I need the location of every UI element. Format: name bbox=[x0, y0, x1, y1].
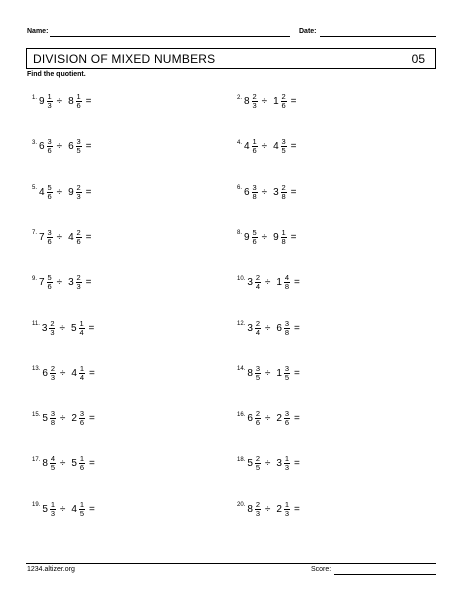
whole-number: 4 bbox=[68, 231, 74, 243]
denominator: 6 bbox=[76, 101, 81, 110]
denominator: 8 bbox=[281, 191, 286, 201]
whole-number: 3 bbox=[247, 322, 253, 334]
problem-item bbox=[237, 410, 300, 427]
division-sign: ÷ bbox=[59, 413, 66, 425]
denominator: 4 bbox=[79, 372, 85, 382]
whole-number: 1 bbox=[273, 96, 279, 107]
numerator: 2 bbox=[281, 92, 286, 101]
problem-number: 7. bbox=[32, 230, 38, 237]
fraction bbox=[284, 274, 290, 291]
whole-number: 3 bbox=[273, 186, 279, 198]
fraction bbox=[47, 93, 53, 110]
fraction bbox=[252, 184, 258, 201]
whole-number: 4 bbox=[71, 367, 77, 379]
numerator: 2 bbox=[255, 409, 260, 419]
numerator: 1 bbox=[79, 499, 85, 509]
numerator: 1 bbox=[79, 318, 84, 328]
division-sign: ÷ bbox=[264, 458, 271, 470]
fraction bbox=[47, 274, 53, 291]
fraction bbox=[252, 93, 258, 110]
division-sign: ÷ bbox=[264, 277, 271, 289]
numerator: 4 bbox=[50, 454, 55, 464]
whole-number: 1 bbox=[276, 367, 282, 379]
division-sign: ÷ bbox=[59, 503, 66, 515]
name-label: Name: bbox=[27, 28, 49, 35]
fraction bbox=[281, 138, 287, 155]
whole-number: 9 bbox=[68, 186, 74, 198]
denominator: 3 bbox=[284, 508, 290, 518]
division-sign: ÷ bbox=[261, 186, 268, 198]
problem-number: 15. bbox=[32, 411, 41, 418]
division-sign: ÷ bbox=[264, 413, 271, 425]
numerator: 1 bbox=[76, 92, 81, 101]
whole-number: 8 bbox=[244, 96, 250, 107]
whole-number: 8 bbox=[68, 96, 74, 107]
equals-sign: = bbox=[85, 186, 92, 198]
division-sign: ÷ bbox=[264, 503, 271, 515]
problem-item bbox=[32, 93, 91, 110]
division-sign: ÷ bbox=[59, 322, 65, 334]
division-sign: ÷ bbox=[56, 231, 63, 243]
whole-number: 5 bbox=[247, 458, 253, 470]
denominator: 5 bbox=[284, 372, 290, 382]
division-sign: ÷ bbox=[56, 96, 63, 107]
numerator: 3 bbox=[284, 318, 290, 328]
problem-item bbox=[32, 410, 95, 427]
fraction bbox=[255, 410, 261, 427]
whole-number: 4 bbox=[71, 503, 77, 515]
numerator: 5 bbox=[47, 182, 52, 192]
numerator: 2 bbox=[255, 318, 260, 328]
worksheet-number: 05 bbox=[411, 52, 425, 66]
problem-item bbox=[32, 138, 91, 155]
whole-number: 3 bbox=[68, 277, 74, 289]
numerator: 3 bbox=[47, 227, 52, 237]
numerator: 3 bbox=[47, 137, 52, 147]
denominator: 3 bbox=[50, 372, 55, 382]
fraction bbox=[79, 501, 85, 518]
numerator: 5 bbox=[252, 227, 257, 237]
problem-number: 3. bbox=[32, 139, 38, 146]
fraction bbox=[79, 365, 85, 382]
denominator: 8 bbox=[284, 327, 290, 337]
denominator: 6 bbox=[255, 418, 260, 428]
score-label: Score: bbox=[311, 566, 332, 573]
fraction bbox=[284, 501, 290, 518]
numerator: 1 bbox=[281, 227, 286, 237]
numerator: 3 bbox=[281, 137, 286, 147]
denominator: 6 bbox=[47, 236, 52, 246]
fraction bbox=[47, 229, 53, 246]
denominator: 5 bbox=[255, 463, 260, 473]
equals-sign: = bbox=[290, 231, 297, 243]
problem-number: 11. bbox=[32, 321, 40, 327]
worksheet-title: DIVISION OF MIXED NUMBERS bbox=[33, 52, 216, 66]
fraction bbox=[50, 501, 56, 518]
denominator: 6 bbox=[79, 463, 85, 473]
date-line bbox=[320, 36, 436, 37]
whole-number: 2 bbox=[276, 503, 282, 515]
problem-number: 20. bbox=[237, 502, 246, 509]
whole-number: 4 bbox=[273, 141, 279, 153]
whole-number: 3 bbox=[276, 458, 282, 470]
denominator: 5 bbox=[255, 372, 260, 382]
problem-item bbox=[32, 184, 91, 201]
denominator: 3 bbox=[255, 508, 260, 518]
whole-number: 1 bbox=[276, 277, 282, 289]
problem-number: 4. bbox=[237, 139, 243, 146]
whole-number: 6 bbox=[42, 367, 48, 379]
numerator: 2 bbox=[255, 454, 260, 464]
problem-item bbox=[237, 455, 300, 472]
whole-number: 2 bbox=[71, 413, 77, 425]
equals-sign: = bbox=[293, 277, 300, 289]
instructions: Find the quotient. bbox=[27, 71, 86, 78]
denominator: 4 bbox=[79, 327, 84, 337]
fraction bbox=[76, 274, 82, 291]
fraction bbox=[255, 455, 261, 472]
whole-number: 5 bbox=[71, 458, 77, 470]
whole-number: 3 bbox=[41, 322, 48, 334]
problem-item bbox=[32, 501, 95, 518]
problem-number: 1. bbox=[32, 94, 38, 101]
equals-sign: = bbox=[88, 322, 95, 334]
fraction bbox=[76, 138, 82, 155]
equals-sign: = bbox=[293, 322, 300, 334]
problem-number: 14. bbox=[237, 366, 246, 373]
numerator: 3 bbox=[284, 409, 290, 419]
fraction bbox=[255, 501, 261, 518]
fraction bbox=[281, 229, 287, 246]
denominator: 6 bbox=[76, 236, 81, 246]
whole-number: 8 bbox=[247, 367, 253, 379]
equals-sign: = bbox=[85, 141, 92, 153]
equals-sign: = bbox=[85, 96, 92, 107]
numerator: 2 bbox=[252, 92, 257, 101]
problem-item bbox=[237, 229, 296, 246]
fraction bbox=[284, 320, 290, 337]
fraction bbox=[79, 410, 85, 427]
equals-sign: = bbox=[85, 277, 92, 289]
problem-item bbox=[32, 229, 91, 246]
whole-number: 9 bbox=[273, 231, 279, 243]
denominator: 6 bbox=[281, 101, 286, 110]
numerator: 3 bbox=[50, 409, 55, 419]
whole-number: 2 bbox=[276, 413, 282, 425]
denominator: 5 bbox=[76, 146, 81, 156]
numerator: 5 bbox=[47, 273, 52, 283]
denominator: 5 bbox=[79, 508, 85, 518]
footer-site: 1234.altizer.org bbox=[27, 566, 75, 573]
fraction bbox=[76, 93, 82, 110]
equals-sign: = bbox=[293, 503, 300, 515]
problem-item bbox=[32, 455, 95, 472]
equals-sign: = bbox=[293, 458, 300, 470]
fraction bbox=[50, 410, 56, 427]
division-sign: ÷ bbox=[261, 141, 268, 153]
whole-number: 7 bbox=[39, 277, 45, 289]
division-sign: ÷ bbox=[264, 367, 271, 379]
whole-number: 8 bbox=[42, 458, 48, 470]
problem-item bbox=[237, 184, 296, 201]
numerator: 1 bbox=[284, 499, 290, 509]
numerator: 2 bbox=[76, 182, 81, 192]
denominator: 3 bbox=[47, 101, 52, 110]
numerator: 3 bbox=[252, 182, 257, 192]
denominator: 3 bbox=[284, 463, 290, 473]
whole-number: 6 bbox=[276, 322, 282, 334]
whole-number: 9 bbox=[244, 231, 250, 243]
whole-number: 5 bbox=[42, 413, 48, 425]
numerator: 4 bbox=[284, 273, 290, 283]
fraction bbox=[284, 410, 290, 427]
equals-sign: = bbox=[290, 141, 297, 153]
problem-number: 2. bbox=[237, 94, 243, 101]
whole-number: 4 bbox=[244, 141, 250, 153]
fraction bbox=[252, 138, 258, 155]
numerator: 1 bbox=[79, 363, 85, 373]
problem-item bbox=[237, 320, 300, 337]
numerator: 2 bbox=[255, 273, 260, 283]
equals-sign: = bbox=[88, 413, 95, 425]
fraction bbox=[281, 93, 287, 110]
problem-number: 9. bbox=[32, 275, 38, 282]
equals-sign: = bbox=[290, 186, 297, 198]
fraction bbox=[47, 138, 53, 155]
denominator: 8 bbox=[281, 236, 286, 246]
division-sign: ÷ bbox=[261, 96, 268, 107]
numerator: 1 bbox=[47, 92, 52, 101]
denominator: 8 bbox=[284, 282, 290, 292]
problem-item bbox=[32, 274, 91, 291]
problem-number: 6. bbox=[237, 185, 243, 192]
whole-number: 7 bbox=[39, 231, 45, 243]
equals-sign: = bbox=[85, 231, 92, 243]
whole-number: 8 bbox=[247, 503, 253, 515]
denominator: 4 bbox=[255, 327, 260, 337]
numerator: 2 bbox=[76, 273, 81, 283]
numerator: 2 bbox=[281, 182, 286, 192]
whole-number: 9 bbox=[39, 96, 45, 107]
whole-number: 4 bbox=[39, 186, 45, 198]
problem-item bbox=[237, 93, 296, 110]
whole-number: 5 bbox=[42, 503, 48, 515]
equals-sign: = bbox=[88, 367, 95, 379]
denominator: 8 bbox=[50, 418, 55, 428]
whole-number: 6 bbox=[247, 413, 253, 425]
fraction bbox=[76, 184, 82, 201]
problem-number: 18. bbox=[237, 456, 246, 463]
equals-sign: = bbox=[88, 503, 95, 515]
problem-number: 16. bbox=[237, 411, 246, 418]
division-sign: ÷ bbox=[56, 277, 63, 289]
fraction bbox=[284, 365, 290, 382]
equals-sign: = bbox=[293, 367, 300, 379]
whole-number: 3 bbox=[247, 277, 253, 289]
problem-number: 13. bbox=[32, 366, 41, 373]
numerator: 3 bbox=[76, 137, 81, 147]
division-sign: ÷ bbox=[261, 231, 268, 243]
numerator: 1 bbox=[50, 499, 55, 509]
denominator: 5 bbox=[50, 463, 55, 473]
fraction bbox=[255, 274, 261, 291]
problem-number: 12. bbox=[237, 321, 246, 327]
division-sign: ÷ bbox=[59, 458, 66, 470]
fraction bbox=[281, 184, 287, 201]
denominator: 6 bbox=[252, 236, 257, 246]
problem-item bbox=[237, 501, 300, 518]
denominator: 3 bbox=[76, 191, 81, 201]
denominator: 8 bbox=[252, 191, 257, 201]
fraction bbox=[47, 184, 53, 201]
numerator: 3 bbox=[255, 363, 260, 373]
problem-item bbox=[237, 138, 296, 155]
problem-number: 5. bbox=[32, 185, 38, 192]
denominator: 4 bbox=[255, 282, 260, 292]
denominator: 3 bbox=[76, 282, 81, 292]
denominator: 3 bbox=[50, 508, 55, 518]
name-line bbox=[50, 36, 290, 37]
fraction bbox=[49, 320, 55, 337]
numerator: 1 bbox=[252, 137, 257, 147]
denominator: 6 bbox=[47, 146, 52, 156]
fraction bbox=[252, 229, 258, 246]
problem-item bbox=[237, 274, 300, 291]
denominator: 6 bbox=[79, 418, 85, 428]
problem-item bbox=[32, 320, 94, 337]
problem-number: 10. bbox=[237, 275, 246, 282]
denominator: 6 bbox=[47, 191, 52, 201]
denominator: 3 bbox=[50, 327, 55, 337]
numerator: 2 bbox=[76, 227, 81, 237]
denominator: 6 bbox=[252, 146, 257, 156]
denominator: 6 bbox=[284, 418, 290, 428]
numerator: 3 bbox=[284, 363, 290, 373]
denominator: 5 bbox=[281, 146, 286, 156]
numerator: 1 bbox=[79, 454, 85, 464]
title-box bbox=[26, 48, 436, 69]
equals-sign: = bbox=[88, 458, 95, 470]
equals-sign: = bbox=[290, 96, 297, 107]
whole-number: 6 bbox=[68, 141, 74, 153]
numerator: 1 bbox=[284, 454, 290, 464]
fraction bbox=[255, 365, 261, 382]
numerator: 3 bbox=[79, 409, 85, 419]
whole-number: 6 bbox=[244, 186, 250, 198]
numerator: 2 bbox=[50, 318, 55, 328]
problem-item bbox=[32, 365, 95, 382]
denominator: 6 bbox=[47, 282, 52, 292]
score-line bbox=[334, 574, 436, 575]
problem-number: 19. bbox=[32, 502, 41, 509]
problem-item bbox=[237, 365, 300, 382]
fraction bbox=[255, 320, 261, 337]
division-sign: ÷ bbox=[264, 322, 271, 334]
problem-number: 17. bbox=[32, 456, 41, 463]
fraction bbox=[50, 365, 56, 382]
equals-sign: = bbox=[293, 413, 300, 425]
date-label: Date: bbox=[299, 28, 317, 35]
division-sign: ÷ bbox=[59, 367, 66, 379]
denominator: 3 bbox=[252, 101, 257, 110]
whole-number: 6 bbox=[39, 141, 45, 153]
division-sign: ÷ bbox=[56, 141, 63, 153]
whole-number: 5 bbox=[70, 322, 77, 334]
footer-rule bbox=[26, 563, 436, 564]
division-sign: ÷ bbox=[56, 186, 63, 198]
numerator: 2 bbox=[50, 363, 55, 373]
fraction bbox=[76, 229, 82, 246]
fraction bbox=[284, 455, 290, 472]
fraction bbox=[79, 455, 85, 472]
fraction bbox=[50, 455, 56, 472]
problem-number: 8. bbox=[237, 230, 243, 237]
fraction bbox=[79, 320, 85, 337]
numerator: 2 bbox=[255, 499, 260, 509]
